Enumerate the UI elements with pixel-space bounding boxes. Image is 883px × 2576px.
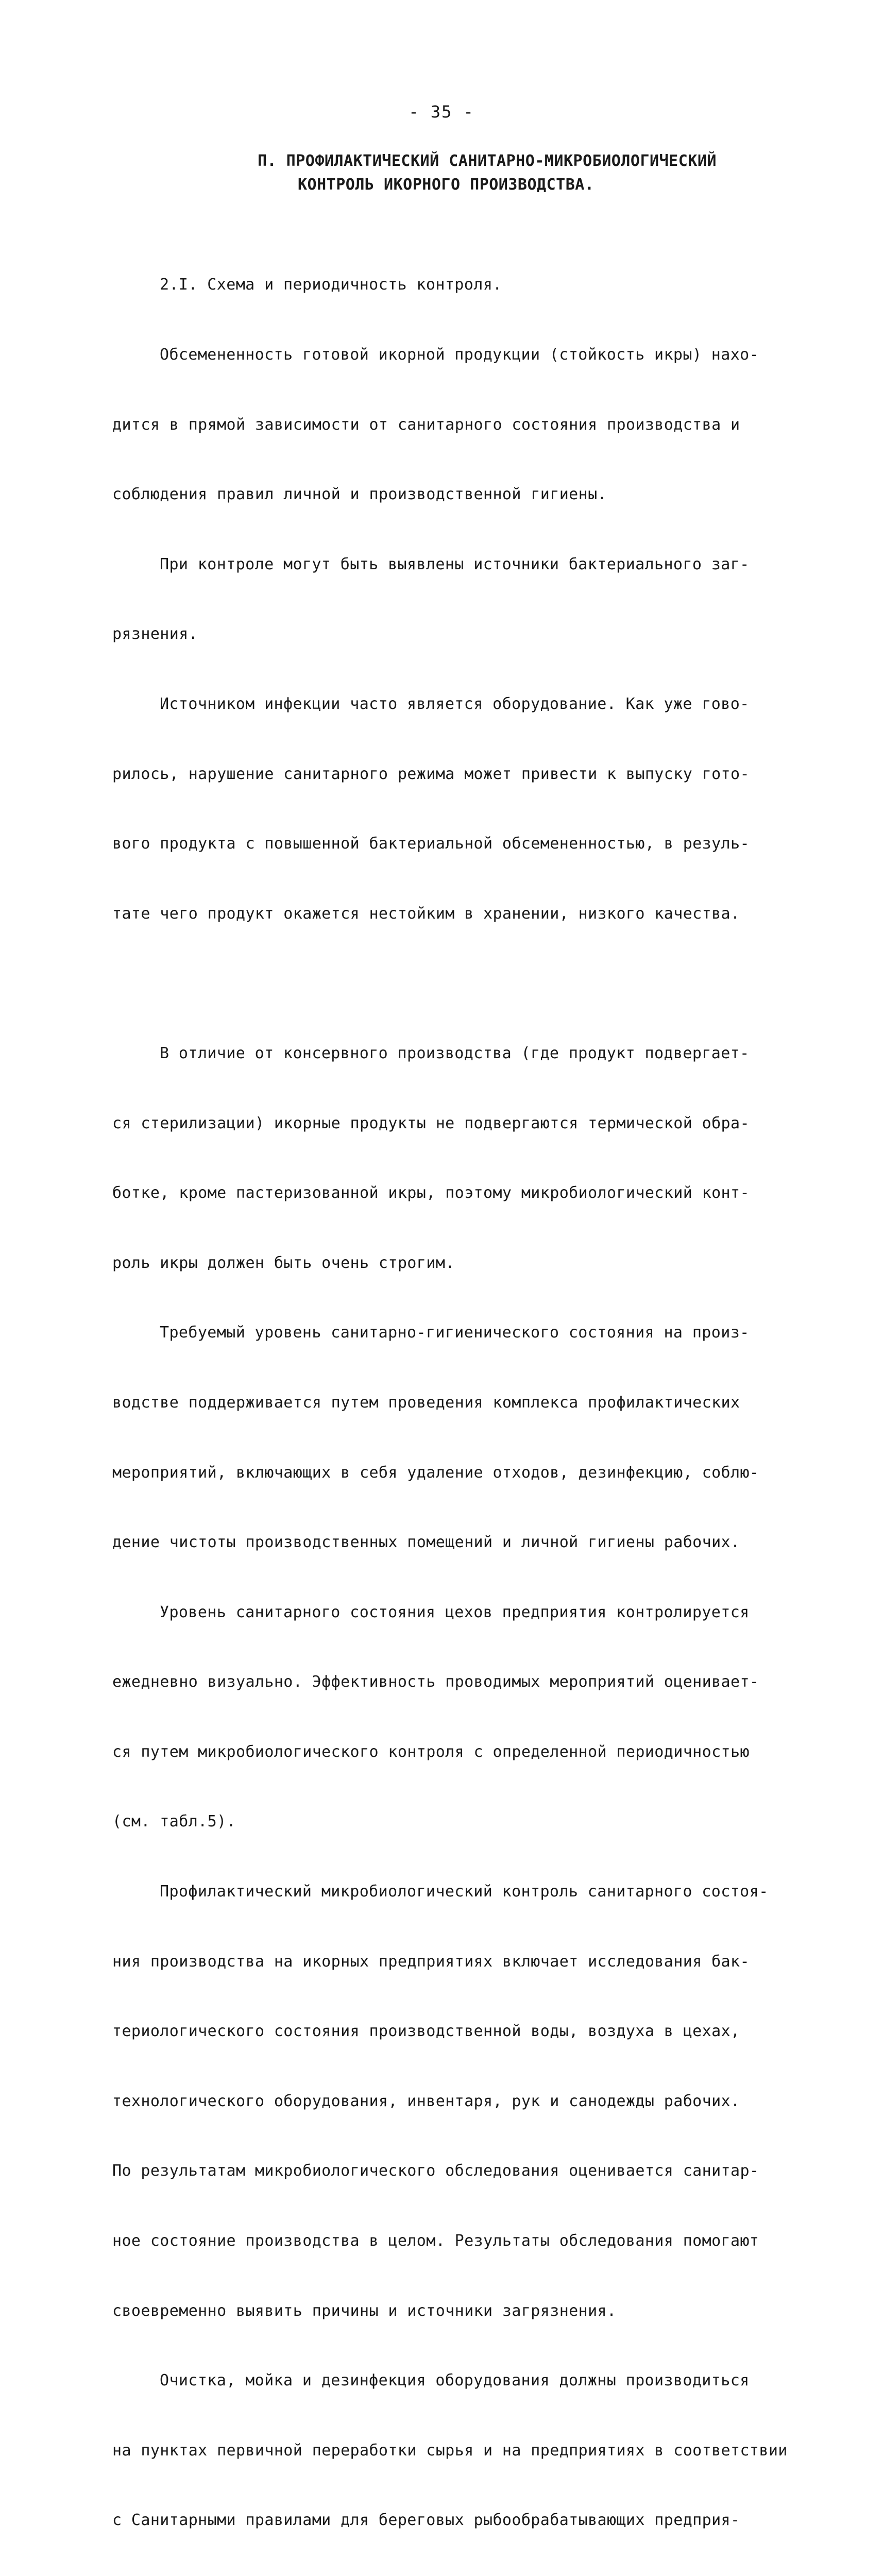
text-line: ния производства на икорных предприятиях включает исследования бак-: [112, 1952, 750, 1971]
page-number: - 35 -: [409, 102, 474, 122]
section-title: [258, 149, 773, 197]
text-line: рязнения.: [112, 625, 198, 643]
text-line: Требуемый уровень санитарно-гигиенического состояния на произ-: [160, 1324, 750, 1342]
text-line: с Санитарными правилами для береговых рыбообрабатывающих предприя-: [112, 2511, 740, 2530]
text-line: териологического состояния производственной воды, воздуха в цехах,: [112, 2022, 740, 2041]
body-text: [112, 227, 788, 2576]
text-line: на пунктах первичной переработки сырья и на предприятиях в соответствии: [112, 2441, 788, 2460]
text-line: Обсемененность готовой икорной продукции (стойкость икры) нахо-: [160, 346, 759, 364]
text-line: Уровень санитарного состояния цехов предприятия контролируется: [160, 1603, 750, 1621]
text-line: ное состояние производства в целом. Результаты обследования помогают: [112, 2232, 759, 2250]
text-line: дится в прямой зависимости от санитарного состояния производства и: [112, 415, 740, 434]
section-title-line-2: КОНТРОЛЬ ИКОРНОГО ПРОИЗВОДСТВА.: [298, 176, 595, 194]
text-line: По результатам микробиологического обследования оценивается санитар-: [112, 2162, 759, 2180]
text-line: тате чего продукт окажется нестойким в хранении, низкого качества.: [112, 904, 740, 923]
text-line: вого продукта с повышенной бактериальной обсемененностью, в резуль-: [112, 835, 750, 853]
text-line: (см. табл.5).: [112, 1812, 236, 1831]
text-line: мероприятий, включающих в себя удаление отходов, дезинфекцию, соблю-: [112, 1463, 759, 1482]
text-line: рилось, нарушение санитарного режима может привести к выпуску гото-: [112, 765, 750, 783]
text-line: Источником инфекции часто является оборудование. Как уже гово-: [160, 694, 750, 713]
subsection-heading: 2.I. Схема и периодичность контроля.: [160, 276, 502, 294]
text-line: ежедневно визуально. Эффективность проводимых мероприятий оценивает-: [112, 1673, 759, 1691]
text-line: ся путем микробиологического контроля с определенной периодичностью: [112, 1742, 750, 1761]
paragraph-gap: [112, 972, 782, 995]
text-line: ся стерилизации) икорные продукты не подвергаются термической обра-: [112, 1114, 750, 1132]
text-line: технологического оборудования, инвентаря, рук и санодежды рабочих.: [112, 2092, 740, 2110]
text-line: соблюдения правил личной и производственной гигиены.: [112, 485, 607, 504]
text-line: ботке, кроме пастеризованной икры, поэтому микробиологический конт-: [112, 1184, 750, 1202]
section-title-line-1: П. ПРОФИЛАКТИЧЕСКИЙ САНИТАРНО-МИКРОБИОЛОГИЧЕСКИЙ: [258, 152, 717, 170]
text-line: своевременно выявить причины и источники загрязнения.: [112, 2301, 617, 2320]
text-line: Очистка, мойка и дезинфекция оборудования должны производиться: [160, 2371, 750, 2390]
text-line: В отличие от консервного производства (где продукт подвергает-: [160, 1044, 750, 1062]
text-line: водстве поддерживается путем проведения комплекса профилактических: [112, 1393, 740, 1412]
text-line: дение чистоты производственных помещений и личной гигиены рабочих.: [112, 1533, 740, 1552]
text-line: При контроле могут быть выявлены источники бактериального заг-: [160, 555, 750, 573]
text-line: Профилактический микробиологический контроль санитарного состоя-: [160, 1883, 769, 1901]
text-line: роль икры должен быть очень строгим.: [112, 1253, 455, 1272]
